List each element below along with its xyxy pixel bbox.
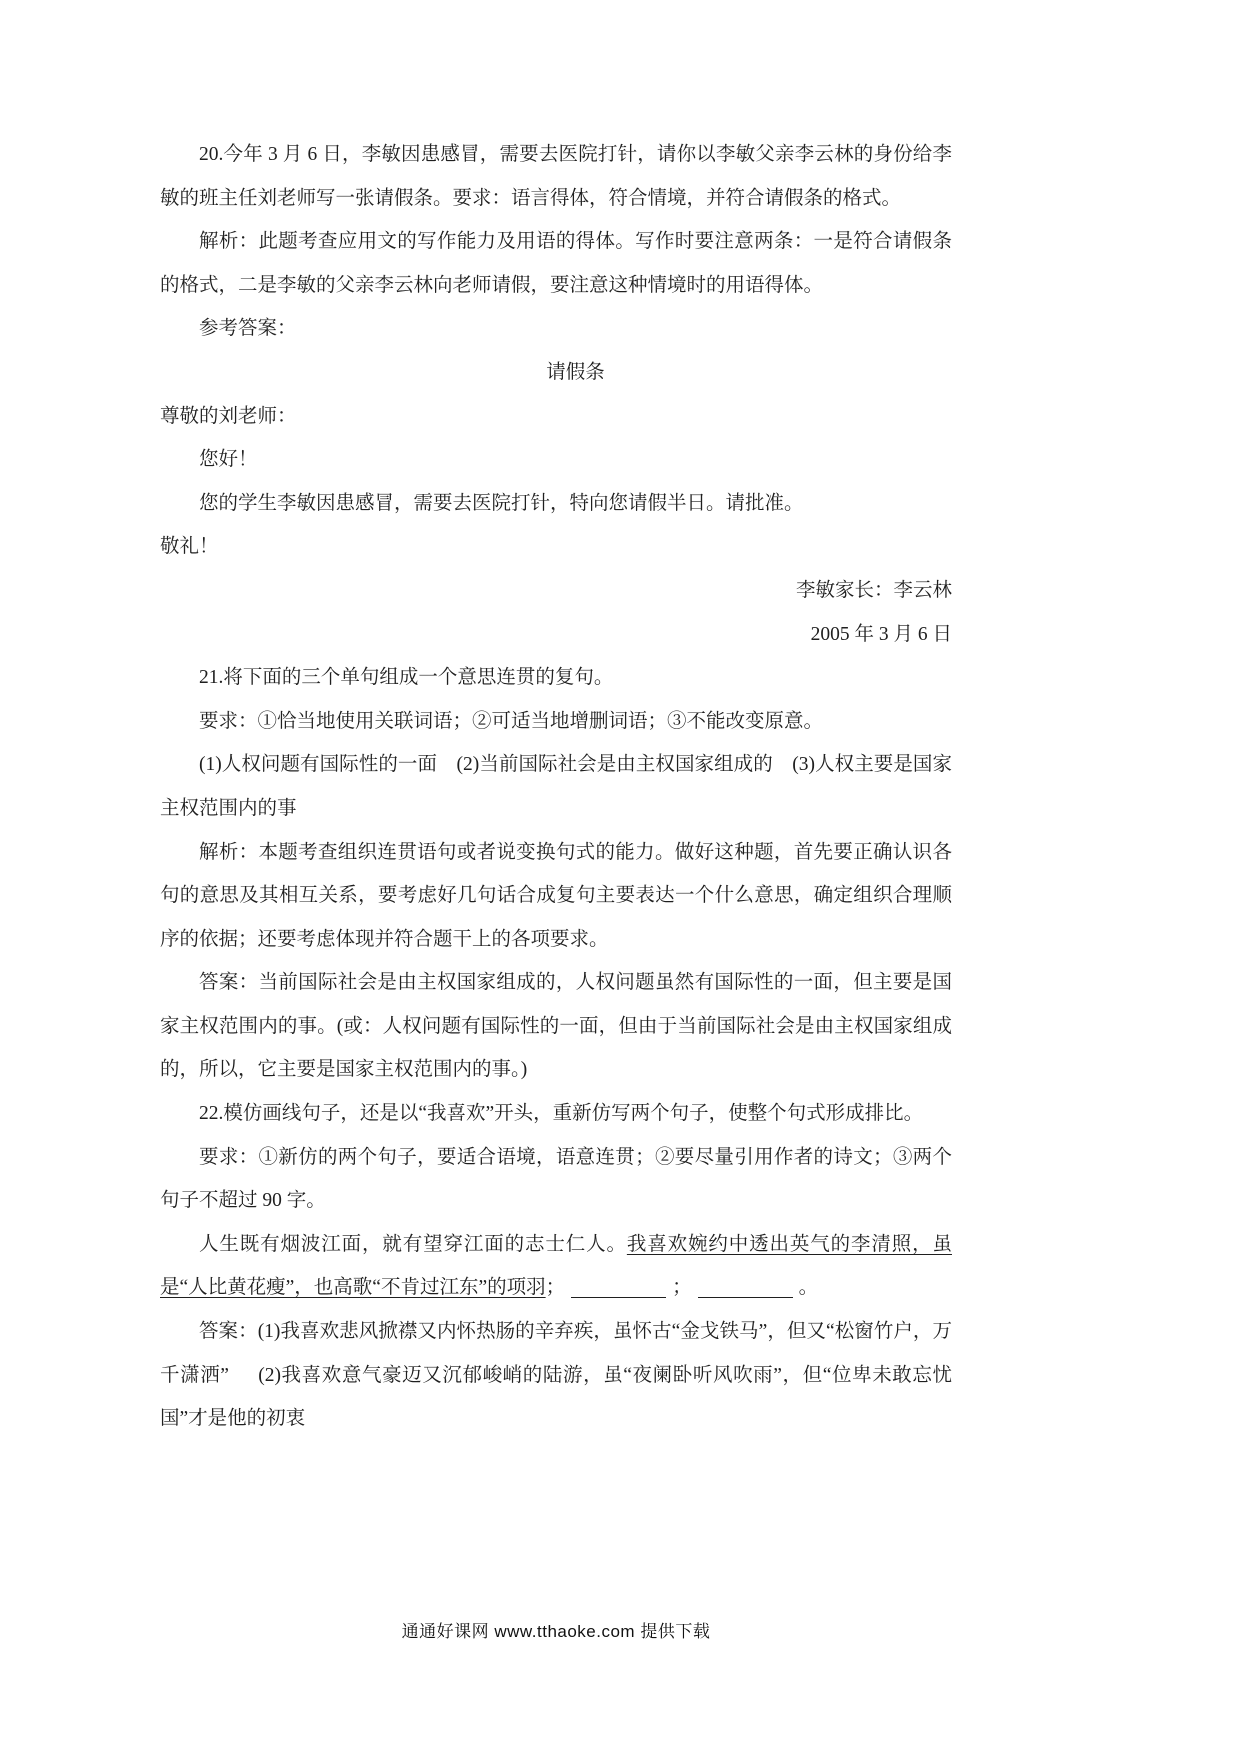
separator: ； — [672, 1277, 692, 1299]
answer-text: 答案：当前国际社会是由主权国家组成的，人权问题虽然有国际性的一面，但主要是国家主权范围内的事。(或：人权问题有国际性的一面，但由于当前国际社会是由主权国家组成的，所以，它主要是国家主权范围内的事。) — [160, 972, 952, 1081]
sentence-3: (3)人权主要是国家主权范围内的事 — [160, 754, 952, 819]
question-prompt: 21.将下面的三个单句组成一个意思连贯的复句。 — [199, 667, 614, 689]
page-footer: 通通好课网 www.tthaoke.com 提供下载 — [401, 1622, 711, 1641]
leave-note — [160, 351, 952, 656]
analysis-text: 解析：此题考查应用文的写作能力及用语的得体。写作时要注意两条：一是符合请假条的格式，二是李敏的父亲李云林向老师请假，要注意这种情境时的用语得体。 — [160, 231, 952, 296]
document-page — [160, 133, 952, 1441]
analysis-text: 解析：本题考查组织连贯语句或者说变换句式的能力。做好这种题，首先要正确认识各句的意思及其相互关系，要考虑好几句话合成复句主要表达一个什么意思，确定组织合理顺序的依据；还要考虑体现并符合题干上的各项要求。 — [160, 841, 952, 950]
answer-label: 答案： — [199, 1321, 258, 1343]
simple-sentences — [160, 743, 952, 830]
note-body: 您的学生李敏因患感冒，需要去医院打针，特向您请假半日。请批准。 — [199, 492, 804, 514]
note-date: 2005 年 3 月 6 日 — [810, 623, 952, 645]
passage-end: 。 — [798, 1277, 819, 1299]
answer-label: 参考答案： — [199, 318, 297, 340]
requirements-text: 要求：①恰当地使用关联词语；②可适当地增删词语；③不能改变原意。 — [199, 710, 824, 732]
passage-lead: 人生既有烟波江面，就有望穿江面的志士仁人。 — [199, 1233, 627, 1255]
note-closing: 敬礼！ — [160, 536, 219, 558]
sentence-1: (1)人权问题有国际性的一面 — [199, 754, 438, 776]
underlined-model-sentence: 我喜欢婉约中透出英气的李清照，虽是“人比黄花瘦”，也高歌“不肯过江东”的项羽 — [160, 1233, 952, 1299]
note-salutation: 尊敬的刘老师： — [160, 405, 297, 427]
answer-item-1: (1)我喜欢悲风掀襟又内怀热肠的辛弃疾，虽怀古“金戈铁马”，但又“松窗竹户，万千潇洒” — [160, 1321, 952, 1386]
answer-item-2: (2)我喜欢意气豪迈又沉郁峻峭的陆游，虽“夜阑卧听风吹雨”，但“位卑未敢忘忧国”才是他的初衷 — [160, 1364, 953, 1430]
requirements-text: 要求：①新仿的两个句子，要适合语境，语意连贯；②要尽量引用作者的诗文；③两个句子不超过 90 字。 — [160, 1146, 952, 1212]
note-title: 请假条 — [546, 361, 605, 383]
separator: ； — [545, 1277, 566, 1299]
note-signature: 李敏家长：李云林 — [795, 579, 952, 601]
question-22 — [160, 1092, 952, 1441]
answer-text — [160, 1310, 952, 1441]
question-20 — [160, 133, 952, 656]
question-prompt: 20.今年 3 月 6 日，李敏因患感冒，需要去医院打针，请你以李敏父亲李云林的身份给李敏的班主任刘老师写一张请假条。要求：语言得体，符合情境，并符合请假条的格式。 — [160, 144, 952, 209]
passage — [160, 1223, 952, 1310]
question-prompt: 22.模仿画线句子，还是以“我喜欢”开头，重新仿写两个句子，使整个句式形成排比。 — [199, 1103, 924, 1125]
answer-blank-2 — [698, 1278, 793, 1299]
sentence-2: (2)当前国际社会是由主权国家组成的 — [456, 754, 773, 776]
answer-blank-1 — [571, 1278, 666, 1299]
question-21 — [160, 656, 952, 1092]
note-greeting: 您好！ — [199, 449, 258, 471]
